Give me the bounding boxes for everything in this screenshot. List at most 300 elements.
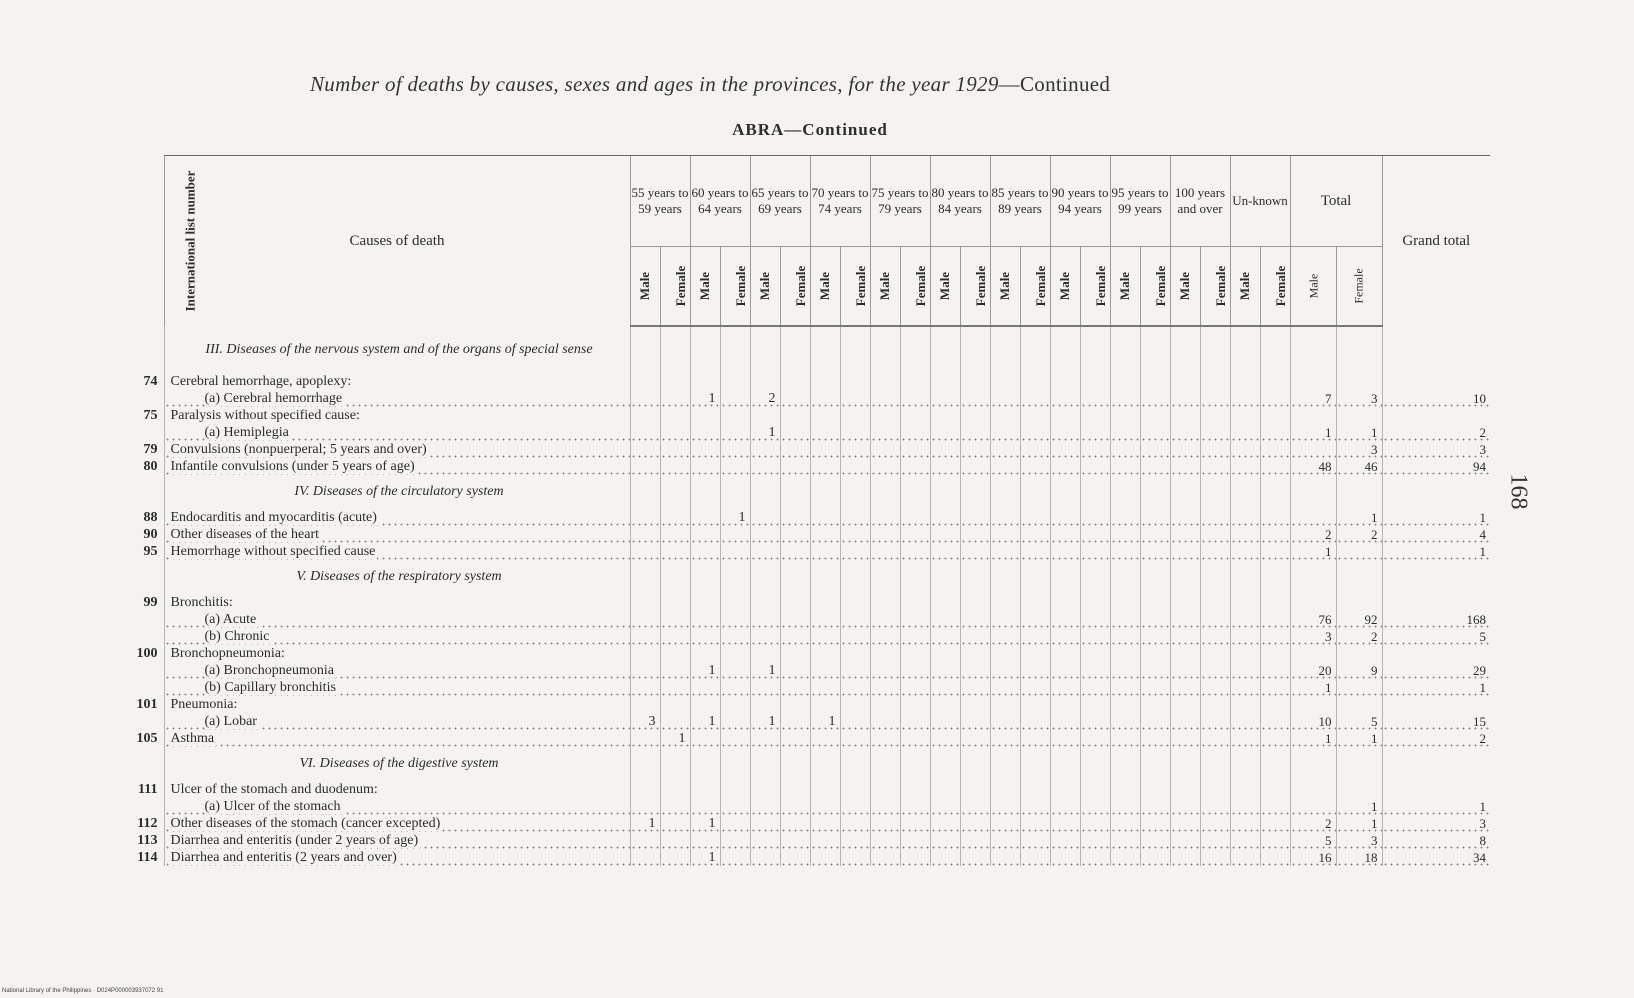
age-count-cell: 1 [720, 509, 750, 526]
cause-cell [164, 594, 630, 611]
empty-cell [1200, 373, 1230, 390]
grand-total-cell: 1 [1382, 509, 1490, 526]
age-group-header: 55 years to 59 years [630, 156, 690, 247]
empty-cell [720, 781, 750, 798]
age-count-cell [1110, 441, 1140, 458]
empty-cell [1200, 747, 1230, 781]
empty-cell [1382, 475, 1490, 509]
empty-cell [1230, 475, 1260, 509]
empty-cell [1230, 326, 1260, 373]
age-count-cell [1050, 849, 1080, 866]
empty-cell [690, 781, 720, 798]
age-count-cell [840, 815, 870, 832]
age-count-cell [990, 390, 1020, 407]
empty-cell [1290, 747, 1336, 781]
age-count-cell [780, 441, 810, 458]
empty-cell [660, 475, 690, 509]
age-count-cell [810, 441, 840, 458]
age-count-cell [1110, 509, 1140, 526]
age-count-cell [810, 849, 840, 866]
mortality-table [120, 155, 1490, 866]
age-count-cell [990, 815, 1020, 832]
sex-header-female-label: Female [1032, 265, 1048, 307]
grand-total-header: Grand total [1382, 156, 1490, 327]
empty-cell [900, 781, 930, 798]
empty-cell [1336, 373, 1382, 390]
age-count-cell [990, 798, 1020, 815]
empty-cell [630, 747, 660, 781]
empty-cell [900, 326, 930, 373]
age-count-cell [1260, 390, 1290, 407]
empty-cell [1170, 407, 1200, 424]
intl-number-cell [120, 326, 164, 373]
empty-cell [900, 645, 930, 662]
grand-total-cell: 8 [1382, 832, 1490, 849]
age-count-cell [1200, 611, 1230, 628]
empty-cell [1230, 407, 1260, 424]
empty-cell [900, 407, 930, 424]
empty-cell [750, 407, 780, 424]
age-count-cell [990, 543, 1020, 560]
age-count-cell [630, 543, 660, 560]
empty-cell [930, 475, 960, 509]
age-count-cell [900, 662, 930, 679]
age-count-cell [1230, 798, 1260, 815]
total-male-cell: 20 [1290, 662, 1336, 679]
empty-cell [1020, 326, 1050, 373]
empty-cell [630, 475, 660, 509]
page-title [310, 72, 1330, 97]
intl-number-cell: 99 [143, 595, 158, 610]
age-count-cell [1140, 526, 1170, 543]
cause-label: (b) Capillary bronchitis [204, 680, 336, 695]
age-count-cell [1200, 543, 1230, 560]
sex-header-male [810, 247, 840, 327]
age-count-cell [1020, 526, 1050, 543]
empty-cell [1382, 645, 1490, 662]
age-count-cell [660, 611, 690, 628]
empty-cell [1336, 326, 1382, 373]
age-count-cell [780, 730, 810, 747]
age-count-cell [1050, 815, 1080, 832]
age-count-cell [1050, 832, 1080, 849]
age-count-cell [720, 730, 750, 747]
age-count-cell [780, 815, 810, 832]
grand-total-cell: 29 [1382, 662, 1490, 679]
age-count-cell [840, 798, 870, 815]
grand-total-cell: 1 [1382, 798, 1490, 815]
age-count-cell [690, 424, 720, 441]
empty-cell [720, 373, 750, 390]
age-count-cell [840, 730, 870, 747]
grand-total-cell: 4 [1382, 526, 1490, 543]
empty-cell [1170, 747, 1200, 781]
cause-cell [164, 832, 630, 849]
age-count-cell [690, 509, 720, 526]
empty-cell [960, 594, 990, 611]
intl-number-cell: 105 [136, 731, 158, 746]
age-count-cell [1260, 679, 1290, 696]
empty-cell [660, 781, 690, 798]
age-count-cell [1080, 713, 1110, 730]
age-count-cell [660, 849, 690, 866]
age-count-cell [750, 849, 780, 866]
empty-cell [840, 781, 870, 798]
total-female-cell: 1 [1336, 815, 1382, 832]
intl-number-header [120, 156, 198, 327]
age-count-cell [720, 628, 750, 645]
age-count-cell [630, 509, 660, 526]
age-count-cell [1050, 662, 1080, 679]
age-count-cell [780, 543, 810, 560]
empty-cell [1382, 594, 1490, 611]
age-count-cell [750, 628, 780, 645]
sex-header-female-label: Female [732, 265, 748, 307]
age-count-cell [630, 458, 660, 475]
empty-cell [720, 696, 750, 713]
total-header: Total [1290, 156, 1382, 247]
age-count-cell [720, 441, 750, 458]
age-count-cell [810, 730, 840, 747]
age-count-cell [720, 526, 750, 543]
sex-header-male-label: Male [1177, 271, 1192, 301]
age-count-cell [1140, 662, 1170, 679]
age-count-cell [1260, 730, 1290, 747]
age-count-cell [780, 458, 810, 475]
cause-label: Hemorrhage without specified cause [170, 544, 376, 559]
intl-number-cell [120, 475, 164, 509]
total-male-cell: 5 [1290, 832, 1336, 849]
age-count-cell [930, 390, 960, 407]
empty-cell [720, 594, 750, 611]
empty-cell [900, 560, 930, 594]
cause-label: Bronchopneumonia: [170, 646, 285, 661]
age-count-cell [870, 390, 900, 407]
empty-cell [1260, 747, 1290, 781]
age-count-cell [960, 390, 990, 407]
sex-header-female [900, 247, 930, 327]
empty-cell [690, 594, 720, 611]
age-count-cell: 1 [690, 662, 720, 679]
age-count-cell [990, 441, 1020, 458]
age-count-cell [960, 713, 990, 730]
table-row [120, 730, 1490, 747]
empty-cell [960, 696, 990, 713]
age-count-cell [1200, 441, 1230, 458]
age-count-cell [1110, 730, 1140, 747]
empty-cell [690, 475, 720, 509]
table-row [120, 441, 1490, 458]
empty-cell [810, 475, 840, 509]
age-count-cell [900, 798, 930, 815]
empty-cell [630, 645, 660, 662]
age-count-cell [1140, 509, 1170, 526]
empty-cell [630, 373, 660, 390]
table-row [120, 424, 1490, 441]
age-count-cell [1170, 798, 1200, 815]
empty-cell [720, 747, 750, 781]
sex-header-female [960, 247, 990, 327]
empty-cell [1050, 645, 1080, 662]
age-count-cell [1200, 713, 1230, 730]
empty-cell [1050, 696, 1080, 713]
age-count-cell [1080, 458, 1110, 475]
age-count-cell [660, 815, 690, 832]
total-female-cell: 3 [1336, 390, 1382, 407]
age-count-cell [960, 526, 990, 543]
cause-label: Bronchitis: [170, 595, 233, 610]
age-count-cell [810, 798, 840, 815]
age-count-cell [1080, 441, 1110, 458]
empty-cell [780, 407, 810, 424]
age-count-cell [1260, 798, 1290, 815]
age-count-cell [1020, 628, 1050, 645]
empty-cell [690, 373, 720, 390]
cause-label: Convulsions (nonpuerperal; 5 years and over) [170, 442, 427, 457]
grand-total-cell: 10 [1382, 390, 1490, 407]
table-row [120, 679, 1490, 696]
empty-cell [1200, 594, 1230, 611]
cause-label: (a) Ulcer of the stomach [204, 799, 341, 814]
age-count-cell [930, 730, 960, 747]
empty-cell [870, 373, 900, 390]
empty-cell [1336, 781, 1382, 798]
age-count-cell [780, 798, 810, 815]
empty-cell [1050, 560, 1080, 594]
age-count-cell [840, 526, 870, 543]
empty-cell [690, 747, 720, 781]
intl-number-cell [120, 560, 164, 594]
sex-header-male-label: Male [877, 271, 892, 301]
age-count-cell [1020, 611, 1050, 628]
age-count-cell [1050, 509, 1080, 526]
age-count-cell [870, 628, 900, 645]
cause-cell [164, 645, 630, 662]
empty-cell [750, 696, 780, 713]
empty-cell [1336, 747, 1382, 781]
age-count-cell [1080, 611, 1110, 628]
sex-header-female-label: Female [912, 265, 928, 307]
empty-cell [1140, 326, 1170, 373]
age-count-cell [840, 424, 870, 441]
age-count-cell [720, 611, 750, 628]
age-count-cell [1050, 628, 1080, 645]
age-count-cell [720, 798, 750, 815]
sex-header-male-label: Male [817, 271, 832, 301]
age-count-cell [780, 424, 810, 441]
age-count-cell [870, 849, 900, 866]
age-count-cell [960, 628, 990, 645]
age-count-cell [810, 832, 840, 849]
total-sex-header-female-label: Female [1352, 268, 1367, 304]
cause-cell [164, 441, 630, 458]
section-heading-row [120, 475, 1490, 509]
age-count-cell [630, 798, 660, 815]
empty-cell [1050, 747, 1080, 781]
age-count-cell [990, 526, 1020, 543]
age-count-cell [1110, 798, 1140, 815]
empty-cell [1200, 326, 1230, 373]
empty-cell [660, 696, 690, 713]
age-count-cell [810, 526, 840, 543]
page-title-suffix: —Continued [998, 72, 1111, 96]
empty-cell [1020, 696, 1050, 713]
empty-cell [630, 560, 660, 594]
intl-number-cell [120, 798, 164, 815]
empty-cell [660, 326, 690, 373]
empty-cell [750, 373, 780, 390]
empty-cell [750, 747, 780, 781]
empty-cell [1080, 407, 1110, 424]
empty-cell [1020, 475, 1050, 509]
total-male-cell: 1 [1290, 424, 1336, 441]
intl-number-cell [120, 747, 164, 781]
empty-cell [1080, 696, 1110, 713]
age-count-cell [1110, 458, 1140, 475]
grand-total-cell: 15 [1382, 713, 1490, 730]
age-group-header: 75 years to 79 years [870, 156, 930, 247]
age-count-cell [1230, 424, 1260, 441]
empty-cell [810, 781, 840, 798]
age-count-cell [1260, 662, 1290, 679]
age-count-cell [660, 458, 690, 475]
age-count-cell [1170, 441, 1200, 458]
sex-header-male-label: Male [1057, 271, 1072, 301]
age-count-cell [1200, 798, 1230, 815]
total-female-cell: 1 [1336, 730, 1382, 747]
age-count-cell [630, 662, 660, 679]
age-count-cell [810, 628, 840, 645]
intl-number-cell [120, 679, 164, 696]
age-count-cell [1110, 611, 1140, 628]
empty-cell [960, 645, 990, 662]
empty-cell [930, 696, 960, 713]
total-female-cell: 3 [1336, 441, 1382, 458]
age-count-cell [930, 441, 960, 458]
empty-cell [870, 407, 900, 424]
table-row [120, 390, 1490, 407]
grand-total-cell: 2 [1382, 424, 1490, 441]
age-count-cell [870, 832, 900, 849]
empty-cell [1170, 475, 1200, 509]
empty-cell [1230, 781, 1260, 798]
intl-number-header-label: International list number [182, 170, 198, 312]
grand-total-cell: 94 [1382, 458, 1490, 475]
age-count-cell [900, 628, 930, 645]
total-sex-header-female [1336, 247, 1382, 327]
intl-number-cell: 75 [143, 408, 158, 423]
sex-header-female-label: Female [792, 265, 808, 307]
age-count-cell [780, 526, 810, 543]
age-count-cell [1260, 441, 1290, 458]
age-count-cell [1140, 611, 1170, 628]
age-count-cell [1050, 390, 1080, 407]
age-count-cell [690, 441, 720, 458]
intl-number-cell: 80 [143, 459, 158, 474]
age-count-cell [930, 628, 960, 645]
empty-cell [720, 326, 750, 373]
age-count-cell [1260, 458, 1290, 475]
age-count-cell [1170, 611, 1200, 628]
empty-cell [1290, 326, 1336, 373]
age-count-cell [660, 832, 690, 849]
sex-header-female [720, 247, 750, 327]
empty-cell [870, 747, 900, 781]
age-count-cell [690, 458, 720, 475]
age-count-cell [960, 815, 990, 832]
age-count-cell [870, 509, 900, 526]
age-count-cell [1170, 662, 1200, 679]
age-count-cell [720, 849, 750, 866]
age-count-cell: 3 [630, 713, 660, 730]
section-heading-row [120, 747, 1490, 781]
empty-cell [1050, 781, 1080, 798]
age-count-cell [810, 815, 840, 832]
empty-cell [960, 326, 990, 373]
age-group-header: 65 years to 69 years [750, 156, 810, 247]
sex-header-female [840, 247, 870, 327]
empty-cell [720, 475, 750, 509]
empty-cell [1336, 560, 1382, 594]
sex-header-female-label: Female [1272, 265, 1288, 307]
age-count-cell [900, 543, 930, 560]
empty-cell [1110, 475, 1140, 509]
table-body [120, 326, 1490, 866]
empty-cell [1080, 326, 1110, 373]
age-count-cell [1020, 713, 1050, 730]
cause-cell [164, 424, 630, 441]
age-count-cell [810, 424, 840, 441]
age-count-cell [990, 713, 1020, 730]
sex-header-female [1020, 247, 1050, 327]
age-count-cell [840, 390, 870, 407]
age-count-cell [1260, 543, 1290, 560]
cause-cell [164, 849, 630, 866]
age-count-cell [1230, 730, 1260, 747]
sex-header-female-label: Female [1152, 265, 1168, 307]
age-count-cell: 1 [690, 815, 720, 832]
age-count-cell: 1 [750, 713, 780, 730]
sex-header-male [750, 247, 780, 327]
age-count-cell [660, 543, 690, 560]
empty-cell [900, 475, 930, 509]
age-count-cell [840, 611, 870, 628]
age-count-cell [990, 509, 1020, 526]
cause-label: (a) Bronchopneumonia [204, 663, 334, 678]
age-count-cell [1170, 730, 1200, 747]
empty-cell [1140, 373, 1170, 390]
empty-cell [1050, 407, 1080, 424]
empty-cell [1200, 645, 1230, 662]
age-count-cell [1230, 849, 1260, 866]
age-count-cell [1110, 628, 1140, 645]
age-count-cell [1020, 832, 1050, 849]
empty-cell [1020, 781, 1050, 798]
age-count-cell [1170, 679, 1200, 696]
sex-header-male [870, 247, 900, 327]
age-count-cell [1110, 390, 1140, 407]
empty-cell [1382, 747, 1490, 781]
total-male-cell: 76 [1290, 611, 1336, 628]
table-row [120, 832, 1490, 849]
empty-cell [750, 781, 780, 798]
empty-cell [780, 747, 810, 781]
age-count-cell [900, 832, 930, 849]
empty-cell [900, 594, 930, 611]
empty-cell [960, 747, 990, 781]
empty-cell [660, 747, 690, 781]
cause-label: Paralysis without specified cause: [170, 408, 360, 423]
